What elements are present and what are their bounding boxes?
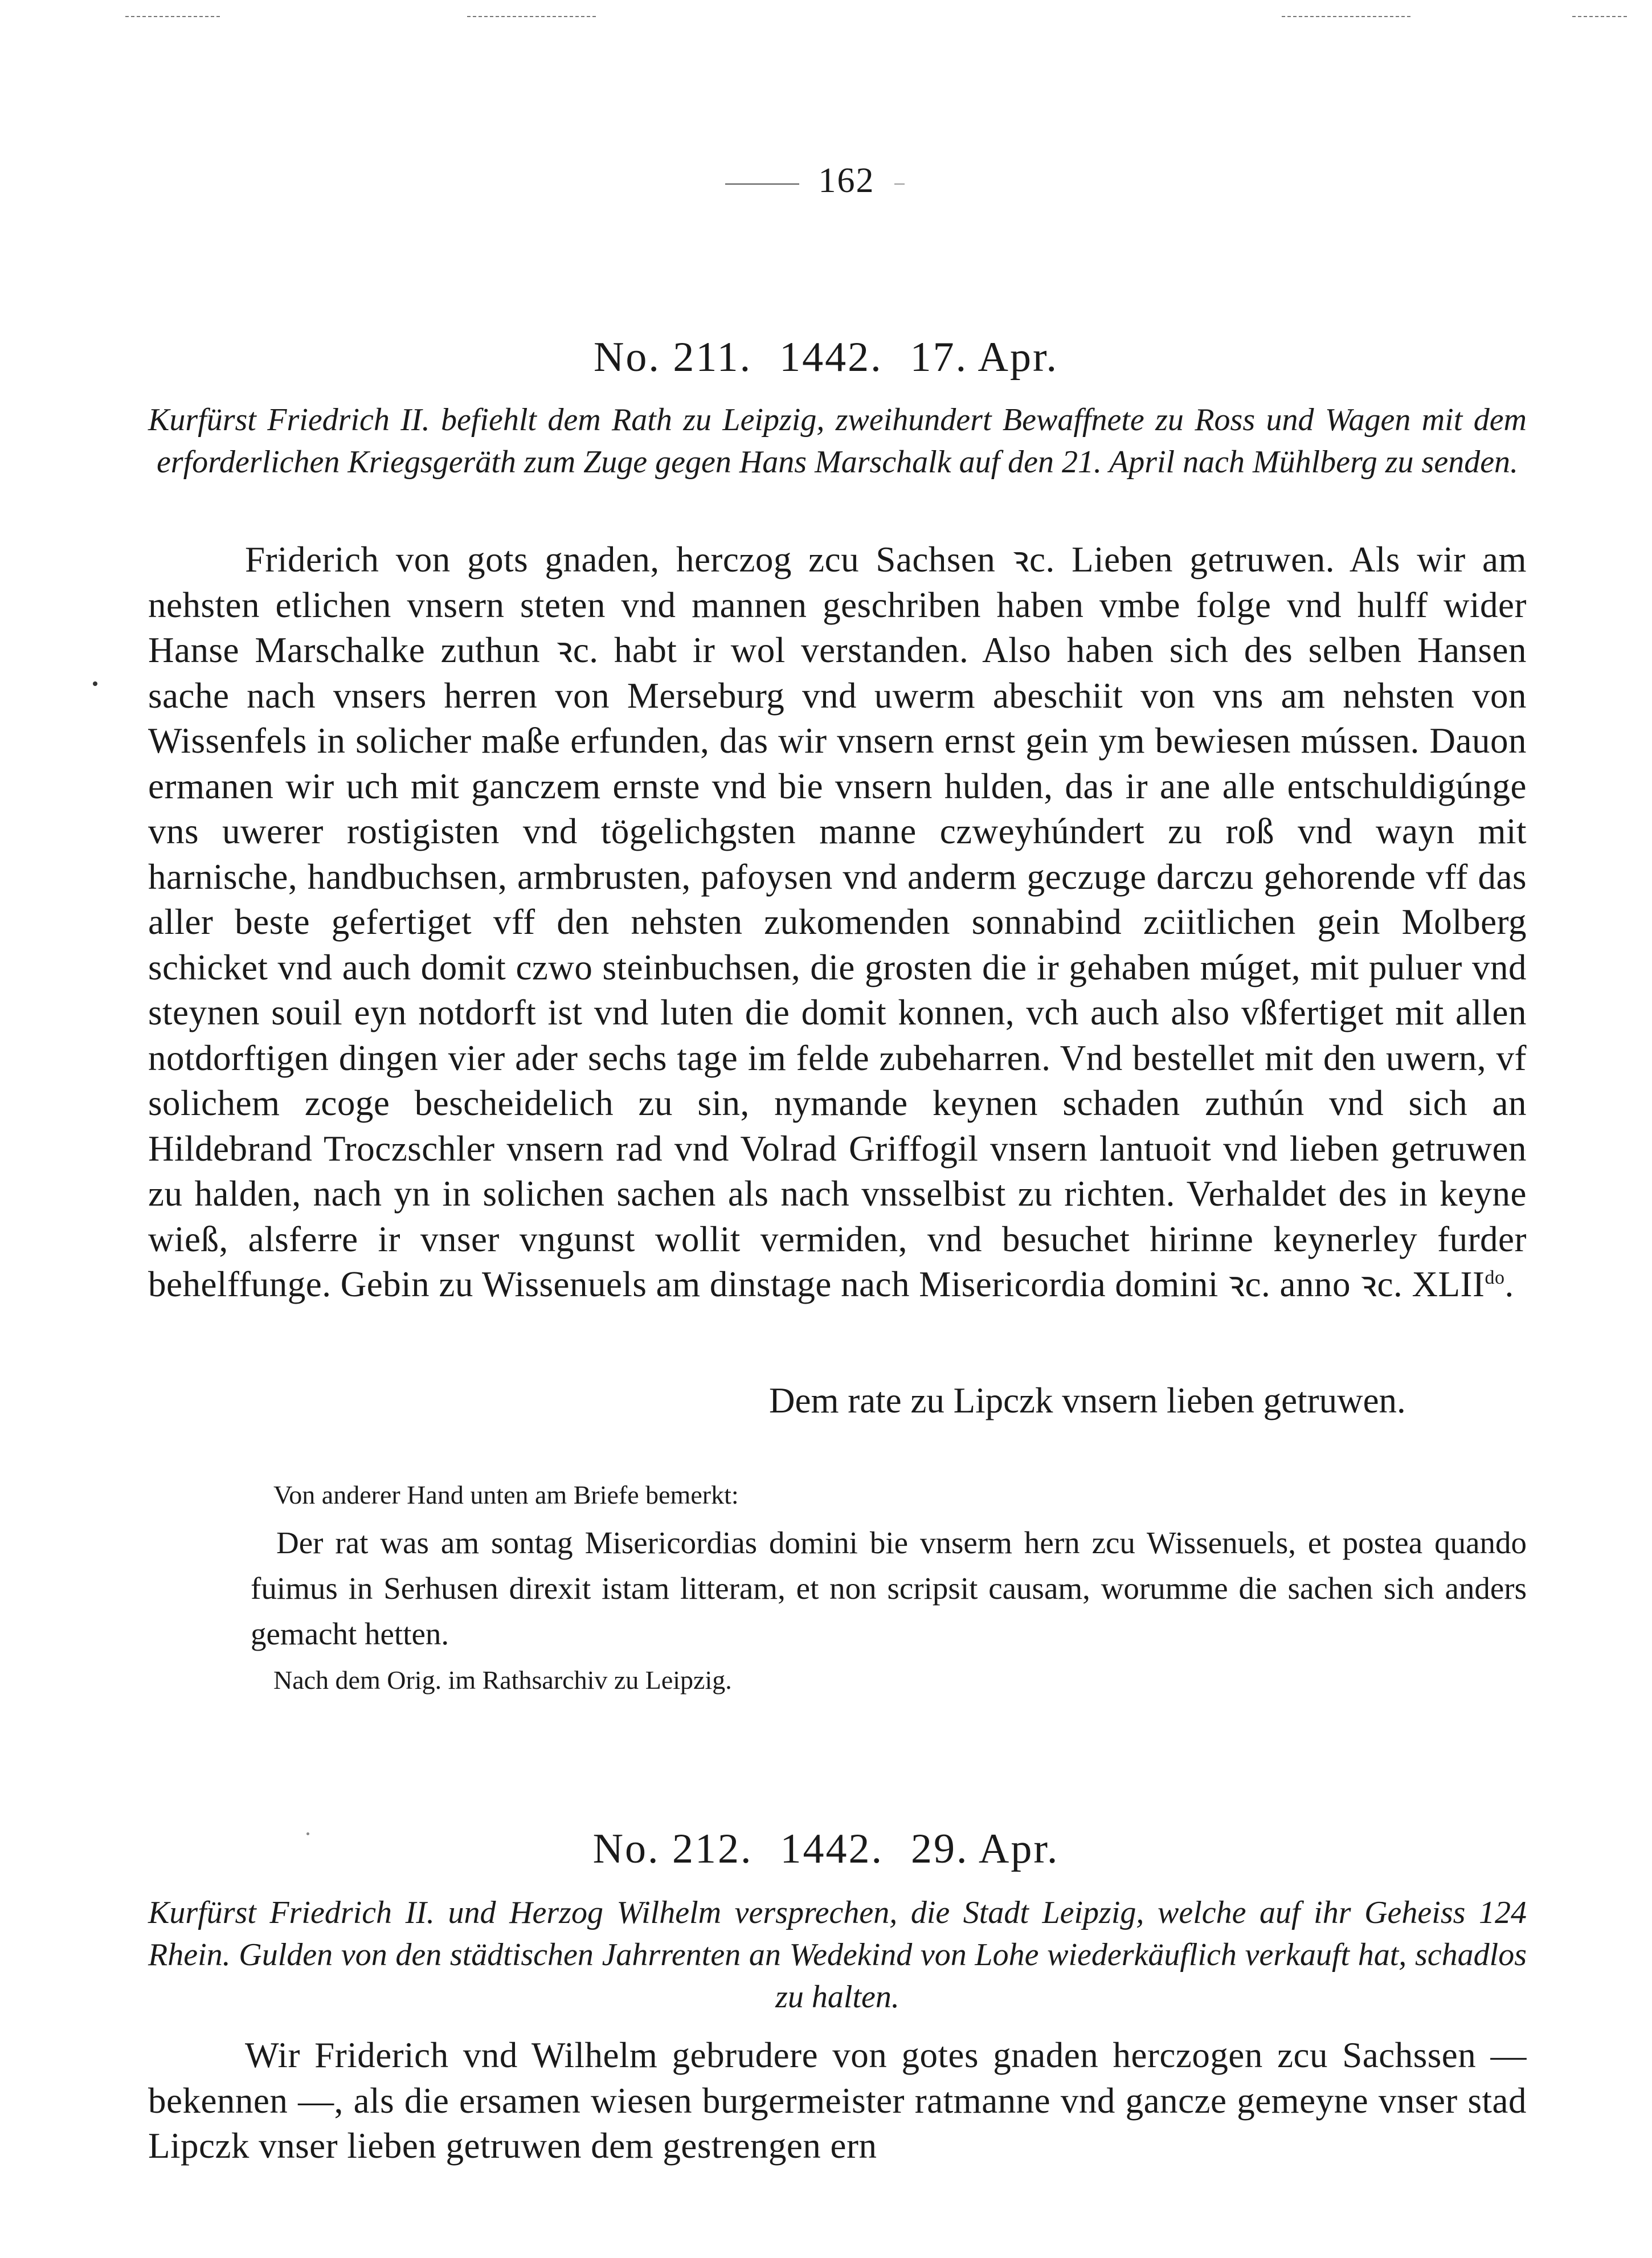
page-number-dash <box>894 183 905 185</box>
letter-address: Dem rate zu Lipczk vnsern lieben getruwen. <box>769 1381 1406 1420</box>
heading-year: 1442. <box>779 334 883 381</box>
heading-year: 1442. <box>780 1826 884 1872</box>
document-summary-211: Kurfürst Friedrich II. befiehlt dem Rath zu Leipzig, zweihundert Bewaffnete zu Ross und Wagen mit dem erforderlichen Kriegsgeräth zum Zuge gegen Hans Marschalk auf den 21. April nach Mühlberg zu senden. <box>148 402 1527 480</box>
page-number-dash <box>725 183 799 185</box>
superscript: do <box>1485 1267 1505 1288</box>
document-summary-212: Kurfürst Friedrich II. und Herzog Wilhelm versprechen, die Stadt Leipzig, welche auf ihr Geheiss 124 Rhein. Gulden von den städtischen Jahrrenten an Wedekind von Lohe wiederkäuflich verkauft hat, schadlos zu halten. <box>148 1895 1527 2015</box>
note-label: Von anderer Hand unten am Briefe bemerkt: <box>273 1480 739 1509</box>
heading-date: 17. Apr. <box>910 334 1059 381</box>
document-body-211-text: Friderich von gots gnaden, herczog zcu Sachsen ꝛc. Lieben getruwen. Als wir am nehsten etlichen vnsern steten vnd mannen geschriben haben vmbe folge vnd hulff wider Hanse Marschalke zuthun ꝛc. habt ir wol verstanden. Also haben sich des selben Hansen sache nach vnsers herren von Merseburg vnd uwerm abeschiit von vns am nehsten von Wissenfels in solicher maße erfunden, das wir vnsern ernst gein ym bewiesen mússen. Dauon ermanen wir uch mit ganczem ernste vnd bie vnsern hulden, das ir ane alle entschuldigúnge vns uwerer rostigisten vnd tögelichgsten manne czweyhúndert zu roß vnd wayn mit harnische, handbuchsen, armbrusten, pafoysen vnd anderm geczuge darczu gehorende vff das aller beste gefertiget vff den nehsten zukomenden sonnabind zciitlichen gein Molberg schicket vnd auch domit czwo steinbuchsen, die grosten die ir gehaben múget, mit puluer vnd steynen souil eyn notdorft ist vnd luten die domit konnen, vch auch also vßfertiget mit allen notdorftigen dingen vier ader sechs tage im felde zubeharren. Vnd bestellet mit den uwern, vf solichem zcoge bescheidelich zu sin, nymande keynen schaden zuthún vnd sich an Hildebrand Troczschler vnsern rad vnd Volrad Griffogil vnsern lantuoit vnd lieben getruwen zu halden, nach yn in solichen sachen als nach vnsselbist zu richten. Verhaldet des in keyne wieß, alsferre ir vnser vngunst wollit vermiden, vnd besuchet hirinne keynerley furder behelffunge. Gebin zu Wissenuels am dinstage nach Misericordia domini ꝛc. anno ꝛc. XLII <box>148 540 1527 1304</box>
document-body-211 <box>148 537 1527 1308</box>
scan-edge-mark <box>1282 16 1413 17</box>
scan-edge-mark <box>125 16 222 17</box>
body-end-mark: . <box>1504 1264 1514 1304</box>
heading-number: No. 211. <box>593 334 753 381</box>
heading-number: No. 212. <box>592 1826 753 1872</box>
heading-date: 29. Apr. <box>911 1826 1060 1872</box>
note-text: Der rat was am sontag Misericordias domini bie vnserm hern zcu Wissenuels, et postea quando fuimus in Serhusen direxit istam litteram, et non scripsit causam, worumme die sachen sich anders gemacht hetten. <box>251 1525 1527 1651</box>
source-reference: Nach dem Orig. im Rathsarchiv zu Leipzig. <box>273 1665 732 1694</box>
stray-dot <box>93 681 97 686</box>
scan-edge-mark <box>1572 16 1629 17</box>
scan-edge-mark <box>467 16 598 17</box>
document-heading-211 <box>0 333 1652 382</box>
document-body-212: Wir Friderich vnd Wilhelm gebrudere von gotes gnaden herczogen zcu Sachssen — bekennen —, als die ersamen wiesen burgermeister ratmanne vnd gancze gemeyne vnser stad Lipczk vnser lieben getruwen dem gestrengen ern <box>148 2035 1527 2166</box>
page-number-value: 162 <box>818 161 875 200</box>
page-number <box>684 161 946 201</box>
document-heading-212 <box>0 1825 1652 1873</box>
